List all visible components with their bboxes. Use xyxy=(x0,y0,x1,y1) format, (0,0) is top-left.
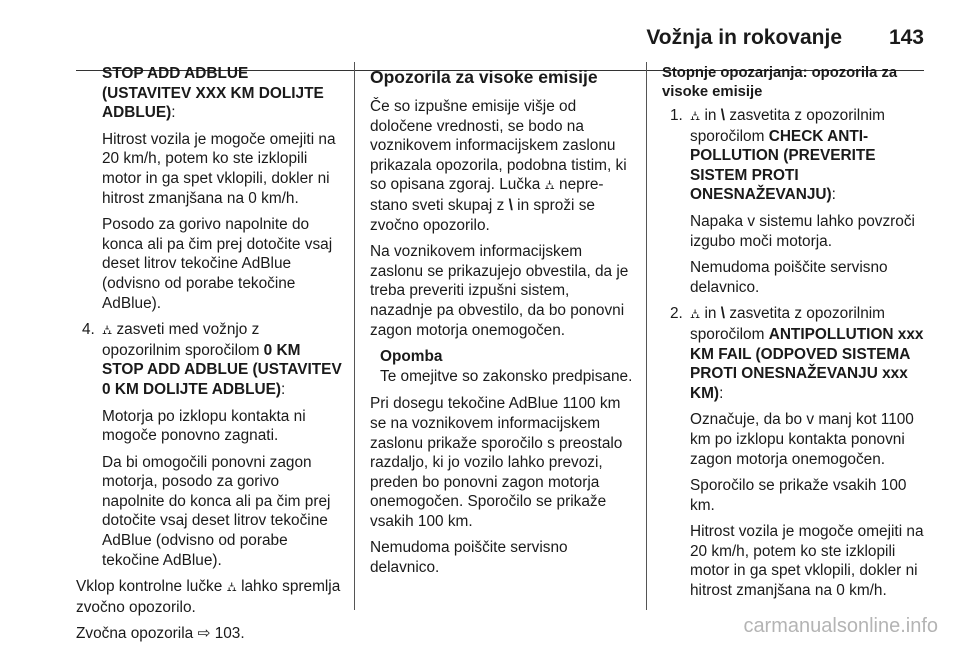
subsection-title: Stopnje opozarjanja: opozorila za visoke emisije xyxy=(662,65,898,100)
paragraph: Napaka v sistemu lahko povzroči izgubo moči motorja. xyxy=(690,212,915,250)
engine-check-icon: \ xyxy=(720,305,726,323)
paragraph: Hitrost vozila je mogoče omejiti na 20 km/h, potem ko ste izklopili motor in ga spet vklopili, dokler ni hitrost zmanjšana na 0 km/h. xyxy=(102,130,336,207)
paragraph: Posodo za gorivo napolnite do konca ali pa čim prej dotočite vsaj deset litrov tekočine AdBlue (odvisno od porabe tekočine AdBlue). xyxy=(102,216,333,312)
engine-check-icon: \ xyxy=(720,107,726,124)
warning-message: ANTIPOLLUTION xxx KM FAIL (ODPOVED SISTEMA PROTI ONESNAŽEVANJU xxx KM) xyxy=(690,325,924,402)
warning-message: CHECK ANTI-POLLUTION (PREVERITE SISTEM PROTI ONESNAŽEVANJU) xyxy=(690,127,876,204)
paragraph: Vklop kontrolne lučke ⛼ lahko spremlja zvočno opozorilo. xyxy=(76,578,341,616)
list-item-1: 1. ⛼ in \ zasvetita z opozorilnim sporočilom CHECK ANTI-POLLUTION (PREVERITE SISTEM PROTI ONESNAŽEVANJU): xyxy=(670,107,885,204)
adblue-warning-icon: ⛼ xyxy=(226,580,237,596)
list-number: 2. xyxy=(670,305,683,323)
paragraph: Nemudoma poiščite servisno delavnico. xyxy=(690,259,888,296)
warning-message: 0 KM STOP ADD ADBLUE (USTAVITEV 0 KM DOLIJTE ADBLUE) xyxy=(102,341,342,398)
column-divider-2 xyxy=(646,62,647,610)
paragraph: Na voznikovem informacijskem zaslonu se prikazujejo obvestila, da je treba preveriti izpušni sistem, nazadnje pa obvestilo, da bo ponovni zagon motorja onemogočen. xyxy=(370,243,629,339)
note-title: Opomba xyxy=(380,348,443,366)
adblue-warning-icon: ⛼ xyxy=(690,307,701,323)
engine-check-icon: \ xyxy=(508,196,513,214)
adblue-warning-icon: ⛼ xyxy=(690,109,701,124)
note-text: Te omejitve so zakonsko predpisane. xyxy=(380,367,633,385)
page-header xyxy=(0,22,960,52)
list-item-4: 4. ⛼ zasveti med vožnjo z opozorilnim sporočilom 0 KM STOP ADD ADBLUE (USTAVITEV 0 KM DOLIJTE ADBLUE): xyxy=(82,321,342,398)
paragraph: Nemudoma poiščite servisno delavnico. xyxy=(370,539,568,577)
watermark: carmanualsonline.info xyxy=(743,615,938,637)
paragraph: Sporočilo se prikaže vsakih 100 km. xyxy=(690,477,907,514)
adblue-warning-icon: ⛼ xyxy=(102,323,113,339)
paragraph: Da bi omogočili ponovni zagon motorja, posodo za gorivo napolnite do konca ali pa čim prej dotočite vsaj deset litrov tekočine AdBlue (odvisno od porabe tekočine AdBlue). xyxy=(102,453,331,569)
message-title-stop-add-adblue: STOP ADD ADBLUE (USTAVITEV XXX KM DOLIJTE ADBLUE): xyxy=(102,65,324,122)
column-1 xyxy=(76,64,342,651)
column-2 xyxy=(370,64,634,585)
cross-reference: Zvočna opozorila ⇨ 103. xyxy=(76,625,245,643)
paragraph: Označuje, da bo v manj kot 1100 km po izklopu kontakta ponovni zagon motorja onemogočen. xyxy=(690,411,914,468)
page-number: 143 xyxy=(888,26,924,49)
paragraph: Hitrost vozila je mogoče omejiti na 20 km/h, potem ko ste izklopili motor in ga spet vklopili, dokler ni hitrost zmanjšana na 0 km/h. xyxy=(690,523,924,600)
list-item-2: 2. ⛼ in \ zasvetita z opozorilnim sporočilom ANTIPOLLUTION xxx KM FAIL (ODPOVED SISTEMA PROTI ONESNAŽEVANJU xxx KM): xyxy=(670,305,924,402)
column-3 xyxy=(662,64,930,608)
note-box xyxy=(370,347,634,386)
paragraph: Motorja po izklopu kontakta ni mogoče ponovno zagnati. xyxy=(102,407,306,445)
arrow-right-icon: ⇨ xyxy=(197,625,211,643)
adblue-warning-icon: ⛼ xyxy=(544,178,555,194)
list-number: 1. xyxy=(670,107,683,124)
section-title: Opozorila za visoke emisije xyxy=(370,67,598,87)
paragraph: Če so izpušne emisije višje od določene vrednosti, se bodo na voznikovem informacijskem zaslonu prikazala opozorila, podobna tistim, ki so opisana zgoraj. Lučka ⛼ neprestano sveti skupaj z \ in sproži se zvočno opozorilo. xyxy=(370,98,627,234)
column-divider-1 xyxy=(354,62,355,610)
paragraph: Pri dosegu tekočine AdBlue 1100 km se na voznikovem informacijskem zaslonu prikaže sporočilo s preostalo razdaljo, ki jo vozilo lahko prevozi, preden bo ponovni zagon motorja onemogočen. Sporočilo se prikaže vsakih 100 km. xyxy=(370,395,623,530)
chapter-title: Vožnja in rokovanje xyxy=(646,26,842,49)
list-number: 4. xyxy=(82,321,95,339)
